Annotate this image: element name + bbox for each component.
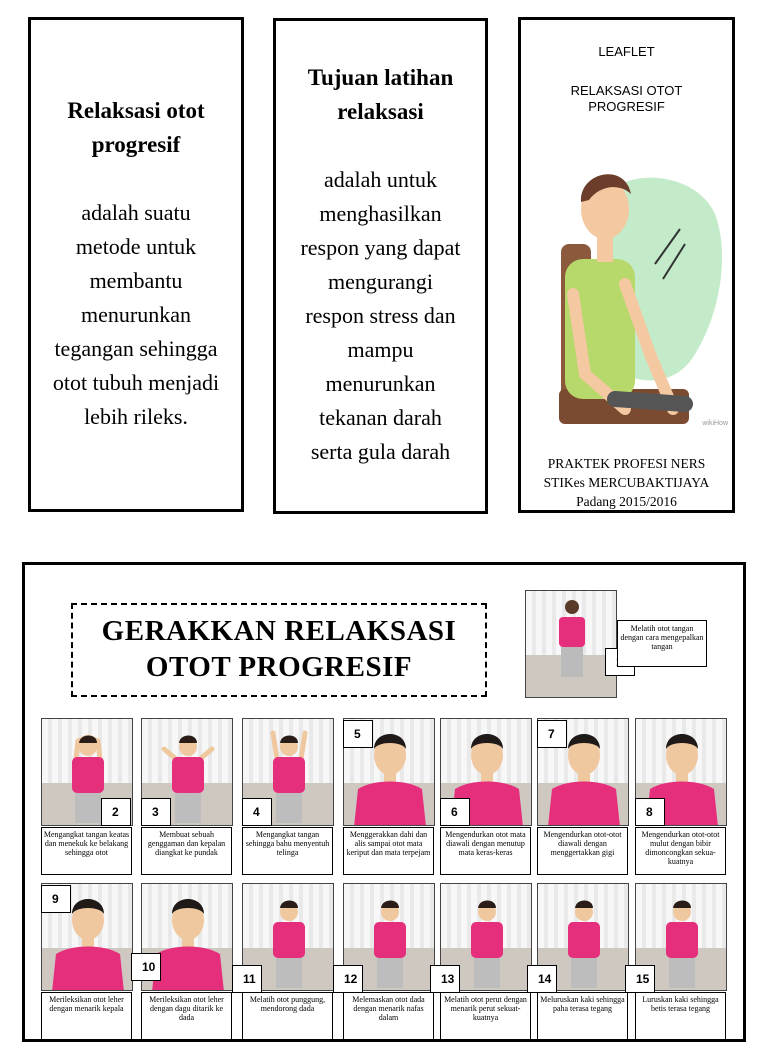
purpose-line: menurunkan (325, 371, 436, 396)
cover-panel (518, 17, 735, 513)
step-number: 15 (625, 965, 655, 993)
cover-title-line: PROGRESIF (588, 99, 665, 114)
purpose-line: serta gula darah (310, 439, 451, 464)
step-number: 3 (141, 798, 171, 826)
step-number: 8 (635, 798, 665, 826)
step-number: 5 (343, 720, 373, 748)
purpose-line: adalah untuk (323, 167, 438, 192)
step-caption: Melatih otot perut dengan menarik perut sekuat-kuatnya (440, 992, 531, 1040)
purpose-title-line: Tujuan latihan (307, 65, 454, 90)
purpose-line: respon stress dan (305, 303, 456, 328)
step-number: 2 (101, 798, 131, 826)
cover-title-line: RELAKSASI OTOT (570, 83, 683, 98)
step-caption: Menggerakkan dahi dan alis sampai otot mata keriput dan mata terpejam (343, 827, 434, 875)
cover-footer-line: STIKes MERCUBAKTIJAYA (543, 475, 710, 490)
step-caption: Mengangkat tangan keatas dan menekuk ke belakang sehingga otot (41, 827, 132, 875)
definition-panel (28, 17, 244, 512)
step-number: 10 (131, 953, 161, 981)
definition-line: menurunkan (81, 302, 191, 327)
step-number: 14 (527, 965, 557, 993)
step-caption: Meluruskan kaki sehingga paha terasa tegang (537, 992, 628, 1040)
purpose-line: menghasilkan (319, 201, 442, 226)
exercise-panel (22, 562, 746, 1042)
step-photo (525, 590, 617, 698)
definition-line: membantu (89, 268, 183, 293)
purpose-line: mampu (347, 337, 414, 362)
step-number: 7 (537, 720, 567, 748)
step-caption: Mengendurkan otot mata diawali dengan menutup mata keras-keras (440, 827, 531, 875)
exercise-title-line: GERAKKAN RELAKSASI (101, 615, 457, 647)
definition-line: metode untuk (75, 234, 197, 259)
step-number: 6 (440, 798, 470, 826)
step-caption: Merileksikan otot leher dengan dagu ditarik ke dada (141, 992, 232, 1040)
definition-line: tegangan sehingga (54, 336, 218, 361)
step-number: 13 (430, 965, 460, 993)
exercise-title-line: OTOT PROGRESIF (145, 651, 413, 683)
step-caption: Melatih otot punggung, mendorong dada (242, 992, 333, 1040)
purpose-title-line: relaksasi (337, 99, 424, 124)
definition-line: otot tubuh menjadi (52, 370, 220, 395)
definition-title (31, 94, 241, 162)
relaxing-person-illustration (555, 154, 725, 439)
definition-title-line: Relaksasi otot (67, 98, 205, 123)
purpose-body (282, 163, 479, 469)
definition-line: adalah suatu (81, 200, 191, 225)
step-number: 9 (41, 885, 71, 913)
purpose-line: respon yang dapat (300, 235, 461, 260)
definition-title-line: progresif (91, 132, 181, 157)
exercise-title (71, 603, 487, 697)
watermark-text: wikiHow (702, 420, 728, 427)
purpose-panel (273, 18, 488, 514)
purpose-line: tekanan darah (319, 405, 442, 430)
step-caption: Merileksikan otot leher dengan menarik kepala (41, 992, 132, 1040)
step-caption: Mengendurkan otot-otot diawali dengan menggertakkan gigi (537, 827, 628, 875)
cover-footer-line: Padang 2015/2016 (576, 494, 677, 509)
definition-body (37, 196, 235, 434)
leaflet-label: LEAFLET (598, 44, 655, 59)
step-number: 11 (232, 965, 262, 993)
purpose-title (276, 61, 485, 129)
cover-footer-line: PRAKTEK PROFESI NERS (547, 456, 706, 471)
step-number: 4 (242, 798, 272, 826)
cover-title (521, 83, 732, 115)
purpose-line: mengurangi (327, 269, 434, 294)
step-caption: Mengangkat tangan sehingga bahu menyentuh telinga (242, 827, 333, 875)
step-caption: Membuat sebuah genggaman dan kepalan diangkat ke pundak (141, 827, 232, 875)
definition-line: lebih rileks. (84, 404, 188, 429)
step-caption: Melatih otot tangan dengan cara mengepalkan tangan (617, 620, 707, 667)
step-caption: Luruskan kaki sehingga betis terasa tegang (635, 992, 726, 1040)
step-caption: Mengendurkan otot-otot mulut dengan bibir dimoncongkan sekua-kuatnya (635, 827, 726, 875)
step-caption: Melemaskan otot dada dengan menarik nafas dalam (343, 992, 434, 1040)
step-number: 12 (333, 965, 363, 993)
